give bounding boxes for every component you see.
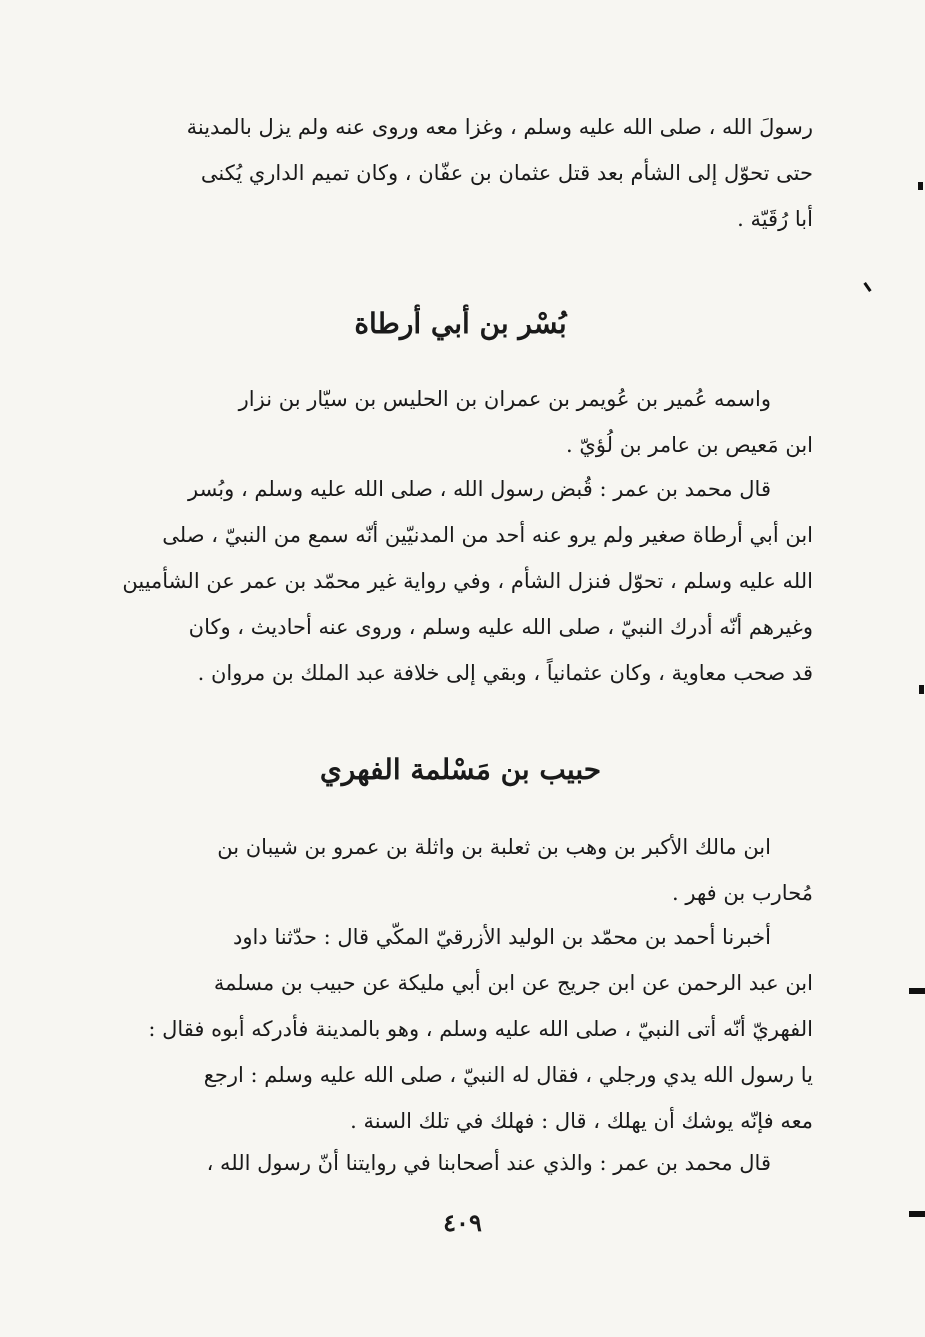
scan-mark bbox=[909, 988, 925, 994]
text-line: رسولَ الله ، صلى الله عليه وسلم ، وغزا معه وروى عنه ولم يزل بالمدينة bbox=[186, 115, 813, 139]
section1-paragraph-1 bbox=[108, 376, 813, 468]
text-line: قال محمد بن عمر : قُبض رسول الله ، صلى الله عليه وسلم ، وبُسر bbox=[187, 477, 771, 501]
text-line: الفهريّ أنّه أتى النبيّ ، صلى الله عليه وسلم ، وهو بالمدينة فأدركه أبوه فقال : bbox=[148, 1017, 813, 1041]
text-line: ابن عبد الرحمن عن ابن جريج عن ابن أبي مليكة عن حبيب بن مسلمة bbox=[213, 971, 813, 995]
text-line: يا رسول الله يدي ورجلي ، فقال له النبيّ ، صلى الله عليه وسلم : ارجع bbox=[203, 1063, 813, 1087]
section1-paragraph-2 bbox=[108, 466, 813, 696]
text-line: قال محمد بن عمر : والذي عند أصحابنا في روايتنا أنّ رسول الله ، bbox=[206, 1151, 771, 1175]
text-line: قد صحب معاوية ، وكان عثمانياً ، وبقي إلى خلافة عبد الملك بن مروان . bbox=[197, 661, 813, 685]
text-line: واسمه عُمير بن عُويمر بن عمران بن الحليس بن سيّار بن نزار bbox=[238, 387, 771, 411]
text-line: أخبرنا أحمد بن محمّد بن الوليد الأزرقيّ المكّي قال : حدّثنا داود bbox=[232, 925, 771, 949]
intro-paragraph bbox=[108, 104, 813, 242]
scan-mark bbox=[863, 282, 871, 292]
text-line: وغيرهم أنّه أدرك النبيّ ، صلى الله عليه وسلم ، وروى عنه أحاديث ، وكان bbox=[188, 615, 813, 639]
scan-mark bbox=[919, 685, 924, 694]
section-heading-busr: بُسْر بن أبي أرطاة bbox=[354, 307, 567, 340]
page-number: ٤٠٩ bbox=[443, 1208, 482, 1237]
text-line: ابن أبي أرطاة صغير ولم يرو عنه أحد من المدنيّين أنّه سمع من النبيّ ، صلى bbox=[162, 523, 813, 547]
text-line: مُحارب بن فهر . bbox=[672, 881, 813, 905]
text-line: ابن مالك الأكبر بن وهب بن ثعلبة بن واثلة بن عمرو بن شيبان بن bbox=[217, 835, 771, 859]
section2-paragraph-1 bbox=[108, 824, 813, 916]
section2-paragraph-3 bbox=[108, 1140, 813, 1186]
section-heading-habib: حبيب بن مَسْلمة الفهري bbox=[319, 753, 602, 786]
text-line: ابن مَعيص بن عامر بن لُؤيّ . bbox=[566, 433, 813, 457]
scan-mark bbox=[918, 182, 923, 190]
section2-paragraph-2 bbox=[108, 914, 813, 1144]
scan-mark bbox=[909, 1211, 925, 1217]
text-line: حتى تحوّل إلى الشأم بعد قتل عثمان بن عفّان ، وكان تميم الداري يُكنى bbox=[200, 161, 813, 185]
text-line: معه فإنّه يوشك أن يهلك ، قال : فهلك في تلك السنة . bbox=[350, 1109, 813, 1133]
text-line: أبا رُقَيّة . bbox=[737, 207, 813, 231]
text-line: الله عليه وسلم ، تحوّل فنزل الشأم ، وفي رواية غير محمّد بن عمر عن الشأميين bbox=[122, 569, 813, 593]
